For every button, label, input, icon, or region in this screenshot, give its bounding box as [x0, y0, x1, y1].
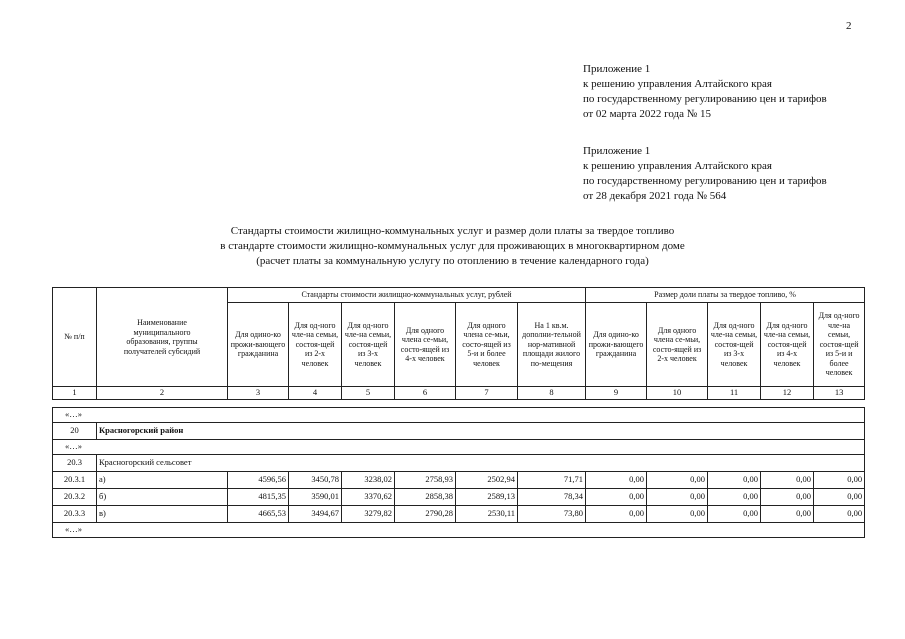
subheader-cell: Для одино-ко прожи-вающего гражданина	[228, 303, 289, 387]
council-row	[53, 455, 865, 472]
title-line: в стандарте стоимости жилищно-коммунальных услуг для проживающих в многоквартирном доме	[220, 240, 685, 252]
subheader-cell: Для од-ного чле-на семьи, состоя-щей из 3-х человек	[342, 303, 395, 387]
column-number: 7	[456, 387, 518, 400]
appendix-line: к решению управления Алтайского края	[583, 78, 772, 90]
column-number: 5	[342, 387, 395, 400]
subheader-cell: Для од-ного чле-на семьи, состоя-щей из 3-х человек	[708, 303, 761, 387]
column-number: 9	[586, 387, 647, 400]
header-no: № п/п	[53, 288, 97, 387]
column-number: 13	[814, 387, 865, 400]
value-cell: 2502,94	[456, 472, 518, 489]
value-cell: 2858,38	[395, 489, 456, 506]
subheader-cell: Для од-ного чле-на семьи, состоя-щей из 4-х человек	[761, 303, 814, 387]
subheader-cell: Для одного члена се-мьи, состо-ящей из 4-х человек	[395, 303, 456, 387]
appendix-line: от 28 декабря 2021 года № 564	[583, 190, 727, 202]
subheader-cell: Для од-ного чле-на семьи, состоя-щей из 2-х человек	[289, 303, 342, 387]
value-cell: 2758,93	[395, 472, 456, 489]
row-number: 20.3.3	[53, 506, 97, 523]
value-cell: 0,00	[761, 506, 814, 523]
column-number: 12	[761, 387, 814, 400]
council-number: 20.3	[53, 455, 97, 472]
region-name: Красногорский район	[97, 423, 865, 440]
table-row	[53, 506, 865, 523]
appendix-current	[583, 62, 827, 122]
ellipsis-text: «…»	[53, 523, 865, 538]
value-cell: 2790,28	[395, 506, 456, 523]
value-cell: 0,00	[647, 506, 708, 523]
ellipsis-text: «…»	[53, 408, 865, 423]
value-cell: 0,00	[586, 489, 647, 506]
value-cell: 0,00	[814, 506, 865, 523]
row-number: 20.3.2	[53, 489, 97, 506]
value-cell: 0,00	[761, 489, 814, 506]
row-name: в)	[97, 506, 228, 523]
spacer-row	[53, 400, 865, 408]
subheader-cell: Для од-ного чле-на семьи, состоя-щей из 5-и и более человек	[814, 303, 865, 387]
column-number: 2	[97, 387, 228, 400]
value-cell: 4665,53	[228, 506, 289, 523]
value-cell: 2589,13	[456, 489, 518, 506]
column-number: 8	[518, 387, 586, 400]
ellipsis-row	[53, 440, 865, 455]
table-row	[53, 489, 865, 506]
document-title	[0, 224, 905, 269]
appendix-line: Приложение 1	[583, 145, 651, 157]
value-cell: 2530,11	[456, 506, 518, 523]
subheader-cell: Для одного члена се-мьи, состо-ящей из 5-и и более человек	[456, 303, 518, 387]
appendix-line: от 02 марта 2022 года № 15	[583, 108, 712, 120]
row-name: б)	[97, 489, 228, 506]
column-number: 3	[228, 387, 289, 400]
appendix-line: по государственному регулированию цен и тарифов	[583, 93, 827, 105]
appendix-line: к решению управления Алтайского края	[583, 160, 772, 172]
subheader-cell: Для одного члена се-мьи, состо-ящей из 2-х человек	[647, 303, 708, 387]
value-cell: 0,00	[586, 506, 647, 523]
table-row	[53, 472, 865, 489]
value-cell: 4815,35	[228, 489, 289, 506]
value-cell: 0,00	[708, 489, 761, 506]
column-number: 10	[647, 387, 708, 400]
standards-table	[52, 287, 865, 538]
region-number: 20	[53, 423, 97, 440]
row-number: 20.3.1	[53, 472, 97, 489]
row-name: а)	[97, 472, 228, 489]
appendix-previous	[583, 144, 827, 204]
ellipsis-row	[53, 523, 865, 538]
column-number: 1	[53, 387, 97, 400]
ellipsis-text: «…»	[53, 440, 865, 455]
column-number: 11	[708, 387, 761, 400]
value-cell: 3279,82	[342, 506, 395, 523]
value-cell: 78,34	[518, 489, 586, 506]
value-cell: 3494,67	[289, 506, 342, 523]
value-cell: 0,00	[708, 472, 761, 489]
appendix-line: Приложение 1	[583, 63, 651, 75]
value-cell: 3590,01	[289, 489, 342, 506]
value-cell: 3370,62	[342, 489, 395, 506]
region-row	[53, 423, 865, 440]
value-cell: 3238,02	[342, 472, 395, 489]
page-number: 2	[846, 20, 852, 32]
data-rows	[53, 472, 865, 523]
column-number-row	[53, 387, 865, 400]
value-cell: 71,71	[518, 472, 586, 489]
value-cell: 0,00	[761, 472, 814, 489]
column-number: 6	[395, 387, 456, 400]
council-name: Красногорский сельсовет	[97, 455, 865, 472]
value-cell: 0,00	[647, 472, 708, 489]
column-number: 4	[289, 387, 342, 400]
value-cell: 4596,56	[228, 472, 289, 489]
value-cell: 3450,78	[289, 472, 342, 489]
subheader-cell: На 1 кв.м. дополни-тельной нор-мативной площади жилого по-мещения	[518, 303, 586, 387]
value-cell: 0,00	[647, 489, 708, 506]
value-cell: 0,00	[586, 472, 647, 489]
title-line: Стандарты стоимости жилищно-коммунальных услуг и размер доли платы за твердое топливо	[230, 225, 675, 237]
subheader-cell: Для одино-ко прожи-вающего гражданина	[586, 303, 647, 387]
title-line: (расчет платы за коммунальную услугу по отоплению в течение календарного года)	[256, 255, 649, 267]
value-cell: 73,80	[518, 506, 586, 523]
value-cell: 0,00	[814, 472, 865, 489]
header-share: Размер доли платы за твердое топливо, %	[586, 288, 865, 303]
appendix-line: по государственному регулированию цен и тарифов	[583, 175, 827, 187]
header-standards: Стандарты стоимости жилищно-коммунальных услуг, рублей	[228, 288, 586, 303]
header-name: Наименование муниципального образования, группы получателей субсидий	[97, 288, 228, 387]
value-cell: 0,00	[708, 506, 761, 523]
ellipsis-row	[53, 408, 865, 423]
header-row-group	[53, 288, 865, 303]
value-cell: 0,00	[814, 489, 865, 506]
